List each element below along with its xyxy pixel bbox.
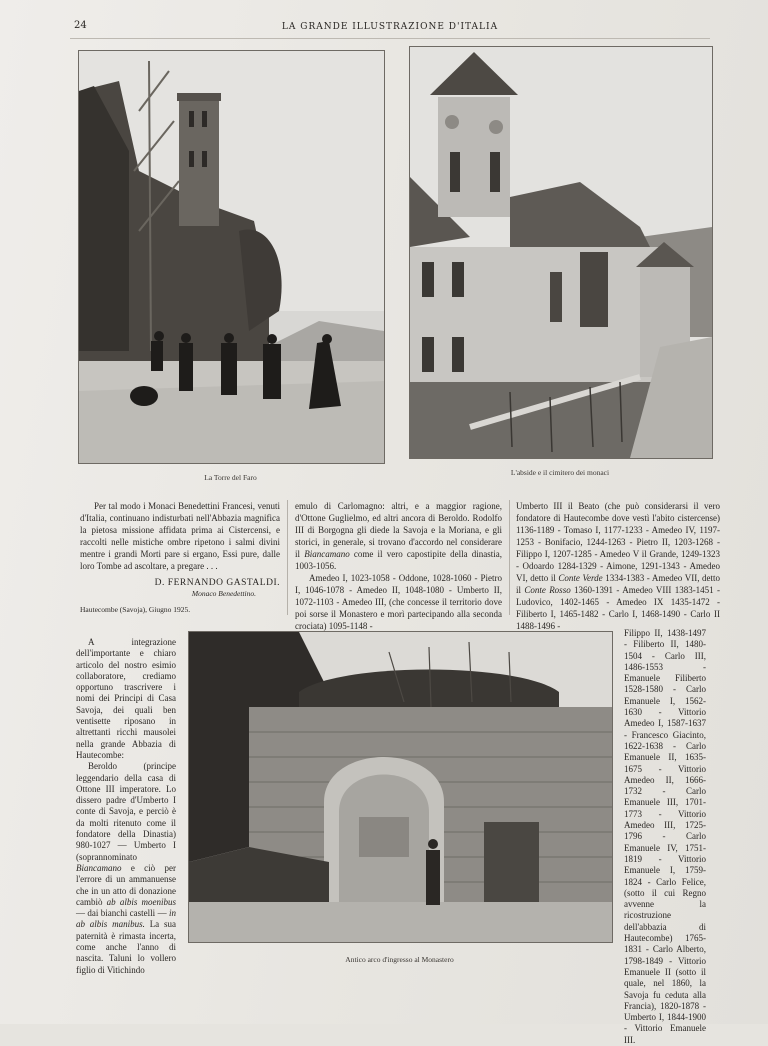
col3-italic-conte-verde: Conte Verde: [558, 573, 603, 583]
page-header: [70, 18, 710, 39]
left-para2-a: Beroldo (principe leggendario della casa di Ottone III imperatore. Lo dissero padre d'Umberto I conte di Savoja, e perciò è da molti ritenuto come il fondatore della Dinastia) 980-1027 — Umberto I (soprannominato: [76, 761, 176, 862]
column-rule-2: [509, 500, 510, 615]
left-narrow-column: [76, 637, 176, 976]
photo-torre-del-faro: [78, 50, 385, 464]
left-para-2: [76, 761, 176, 976]
col3-text-b: 1334-1383 - Amedeo VII, detto il: [516, 573, 720, 595]
col3-text-c: 1360-1391 - Amedeo VIII 1383-1451 - Ludovico, 1402-1465 - Amedeo IX 1435-1472 - Filiberto I, 1465-1482 - Carlo I, 1468-1490 - Carlo II 1488-1496 -: [516, 585, 721, 631]
author-signature: D. FERNANDO GASTALDI.: [154, 578, 280, 588]
col2-paragraph-2: Amedeo I, 1023-1058 - Oddone, 1028-1060 - Pietro I, 1046-1078 - Amedeo II, 1048-1080 - Umberto II, 1072-1103 - Amedeo III, (che concesse il territorio dove poi sorse il Monastero e morì partecipando alla seconda crociata) 1095-1148 -: [295, 573, 502, 631]
left-para2-b: e ciò per l'errore di un ammanuense che in un atto di donazione cambiò: [76, 862, 177, 907]
place-date: Hautecombe (Savoja), Giugno 1925.: [80, 605, 191, 614]
right-narrow-column: [624, 628, 706, 1046]
photo-abside: [409, 46, 713, 459]
article-column-1: [80, 500, 280, 616]
running-title: LA GRANDE ILLUSTRAZIONE D'ITALIA: [281, 22, 499, 32]
article-closing-paragraph: Per tal modo i Monaci Benedettini Francesi, venuti d'Italia, continuano indisturbati nell'Abbazia magnifica la pietosa missione affidata prima ai Cistercensi, e raccolti nelle mistiche ombre ripetono i salmi divini mentre i grandi Morti pare si ergano, Essi pure, dalle loro Tombe ad ascoltare, a pregare . . .: [80, 501, 280, 571]
caption-arco: Antico arco d'ingresso al Monastero: [345, 955, 454, 964]
left-para2-d: La sua paternità è rimasta incerta, come anche l'anno di nascita. Taluni lo vollero figlio di Vitichindo: [76, 919, 176, 975]
col3-paragraph: [516, 500, 720, 632]
column-rule-1: [287, 500, 288, 615]
page-number: 24: [74, 20, 87, 31]
photo-arco-svg: [189, 632, 612, 942]
left-para-1: A integrazione dell'importante e chiaro articolo del nostro esimio collaboratore, crediamo opportuno trascrivere i nomi dei Principi di Casa Savoja, dei quali ben ventisette riposano in altrettanti ricchi mausolei nella grande Abbazia di Hautecombe:: [76, 637, 176, 760]
left-para2-italic-b: ab albis moenibus: [106, 896, 176, 907]
article-column-3: [516, 500, 720, 632]
caption-torre: La Torre del Faro: [204, 473, 257, 482]
photo-abside-svg: [410, 47, 712, 458]
col3-italic-conte-rosso: Conte Rosso: [524, 585, 571, 595]
photo-arco-ingresso: [188, 631, 613, 943]
col3-text-a: Umberto III il Beato (che può considerarsi il vero fondatore di Hautecombe dove vestì l'abito cistercense) 1136-1189 - Tomaso I, 1177-1233 - Amedeo IV, 1197-1253 - Bonifacio, 1244-1263 - Pietro II, 1203-1268 - Filippo I, 1207-1285 - Amedeo V il Grande, 1249-1323 - Odoardo 1284-1329 - Aimone, 1291-1343 - Amedeo VI, detto il: [516, 501, 720, 583]
left-para2-italic-a: Biancamano: [76, 862, 122, 873]
col2-italic-biancamano: Biancamano: [304, 549, 350, 559]
author-role: Monaco Benedettino.: [191, 589, 256, 598]
col2-text-a: emulo di Carlomagno: altri, e a maggior ragione, d'Ottone Guglielmo, ed altri ancora di Beroldo. Rodolfo III di Borgogna gli diede la Savoja e la Moriana, e gli storici, in generale, si trovano d'accordo nel considerare il: [295, 501, 502, 559]
left-para2-c: — dai bianchi castelli —: [76, 908, 167, 919]
right-col-text: Filippo II, 1438-1497 - Filiberto II, 1480-1504 - Carlo III, 1486-1553 - Emanuele Filiberto 1528-1580 - Carlo Emanuele I, 1562-1630 - Vittorio Amedeo I, 1587-1637 - Francesco Giacinto, 1622-1638 - Carlo Emanuele II, 1635-1675 - Vittorio Amedeo II, 1666-1732 - Carlo Emanuele III, 1701-1773 - Vittorio Amedeo III, 1725-1796 - Carlo Emanuele IV, 1751-1819 - Vittorio Emanuele I, 1759-1824 - Carlo Felice, (sotto il cui Regno avvenne la ricostruzione dell'abbazia di Hautecombe) 1765-1831 - Carlo Alberto, 1798-1849 - Vittorio Emanuele II (sotto il quale, nel 1860, la Savoja fu ceduta alla Francia), 1820-1878 - Umberto I, 1844-1900 - Vittorio Emanuele III.: [624, 628, 706, 1045]
left-para2-italic-c: in ab albis manibus.: [76, 908, 176, 930]
photo-torre-svg: [79, 51, 384, 463]
col2-paragraph-1: [295, 500, 502, 572]
col2-text-b: come il vero capostipite della dinastia, 1003-1056.: [295, 549, 502, 571]
article-column-2: [295, 500, 502, 632]
caption-abside: L'abside e il cimitero dei monaci: [510, 468, 610, 477]
